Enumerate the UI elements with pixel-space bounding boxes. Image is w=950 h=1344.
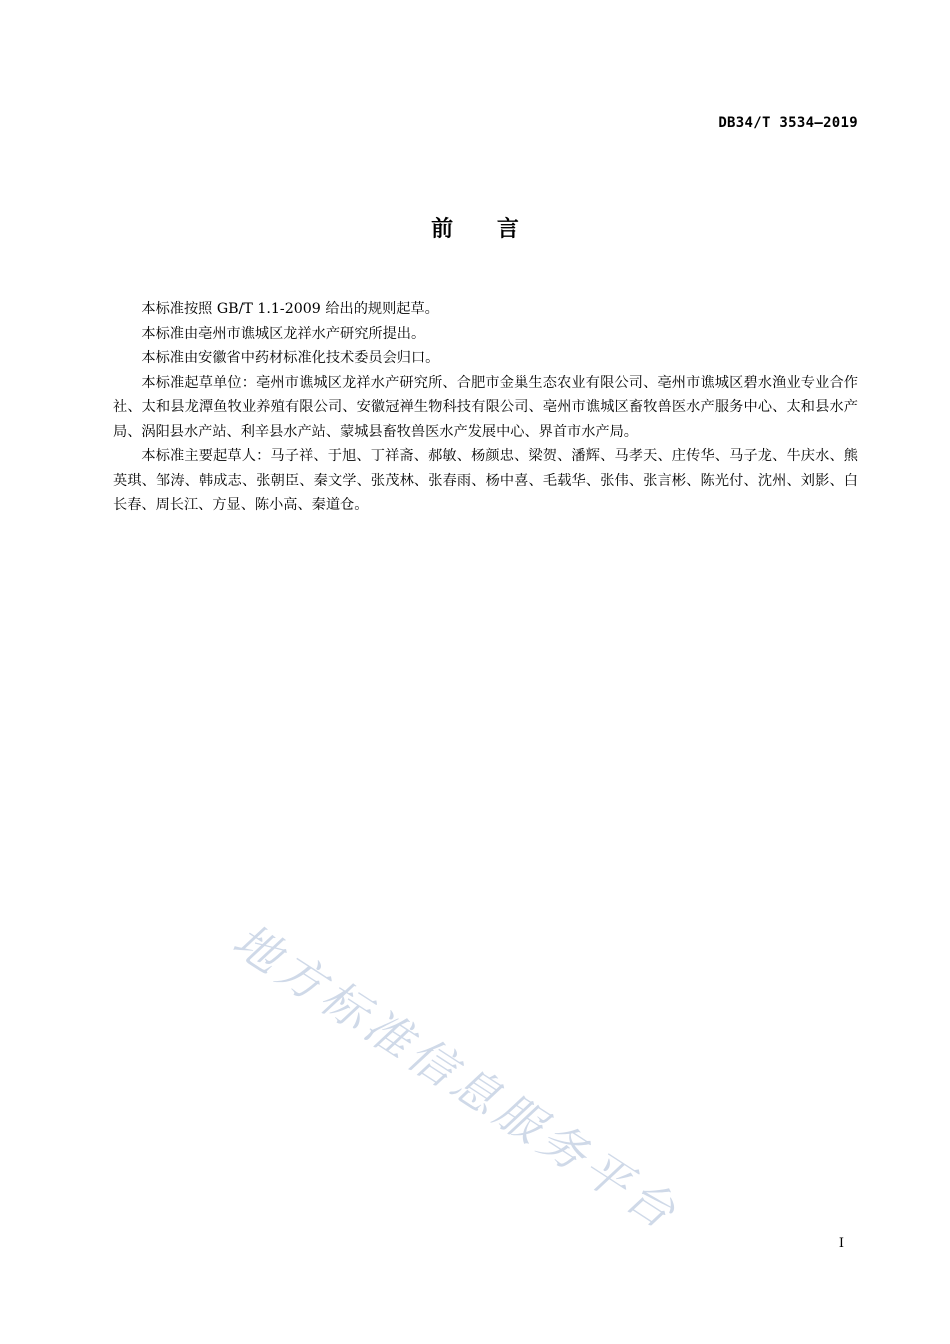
paragraph-drafters: 本标准主要起草人：马子祥、于旭、丁祥斋、郝敏、杨颜忠、梁贺、潘辉、马孝天、庄传华、马子龙、牛庆水、熊英琪、邹涛、韩成志、张朝臣、秦文学、张茂林、张春雨、杨中喜、毛载华、张伟、张言彬、陈光付、沈州、刘影、白长春、周长江、方显、陈小高、秦道仓。 — [113, 448, 858, 513]
page-number: I — [838, 1236, 844, 1251]
paragraph-drafting-units: 本标准起草单位：亳州市谯城区龙祥水产研究所、合肥市金巢生态农业有限公司、亳州市谯城区碧水渔业专业合作社、太和县龙潭鱼牧业养殖有限公司、安徽冠禅生物科技有限公司、亳州市谯城区畜牧兽医水产服务中心、太和县水产局、涡阳县水产站、利辛县水产站、蒙城县畜牧兽医水产发展中心、界首市水产局。 — [113, 374, 858, 440]
watermark: 地方标准信息服务平台 — [223, 912, 690, 1242]
paragraph-committee: 本标准由安徽省中药材标准化技术委员会归口。 — [141, 350, 440, 366]
paragraph-proposer: 本标准由亳州市谯城区龙祥水产研究所提出。 — [141, 325, 426, 342]
document-code: DB34/T 3534—2019 — [718, 115, 858, 131]
foreword-body — [113, 297, 858, 518]
page-title: 前 言 — [431, 217, 537, 242]
paragraph-drafting-rules: 本标准按照 GB/T 1.1-2009 给出的规则起草。 — [141, 301, 439, 317]
